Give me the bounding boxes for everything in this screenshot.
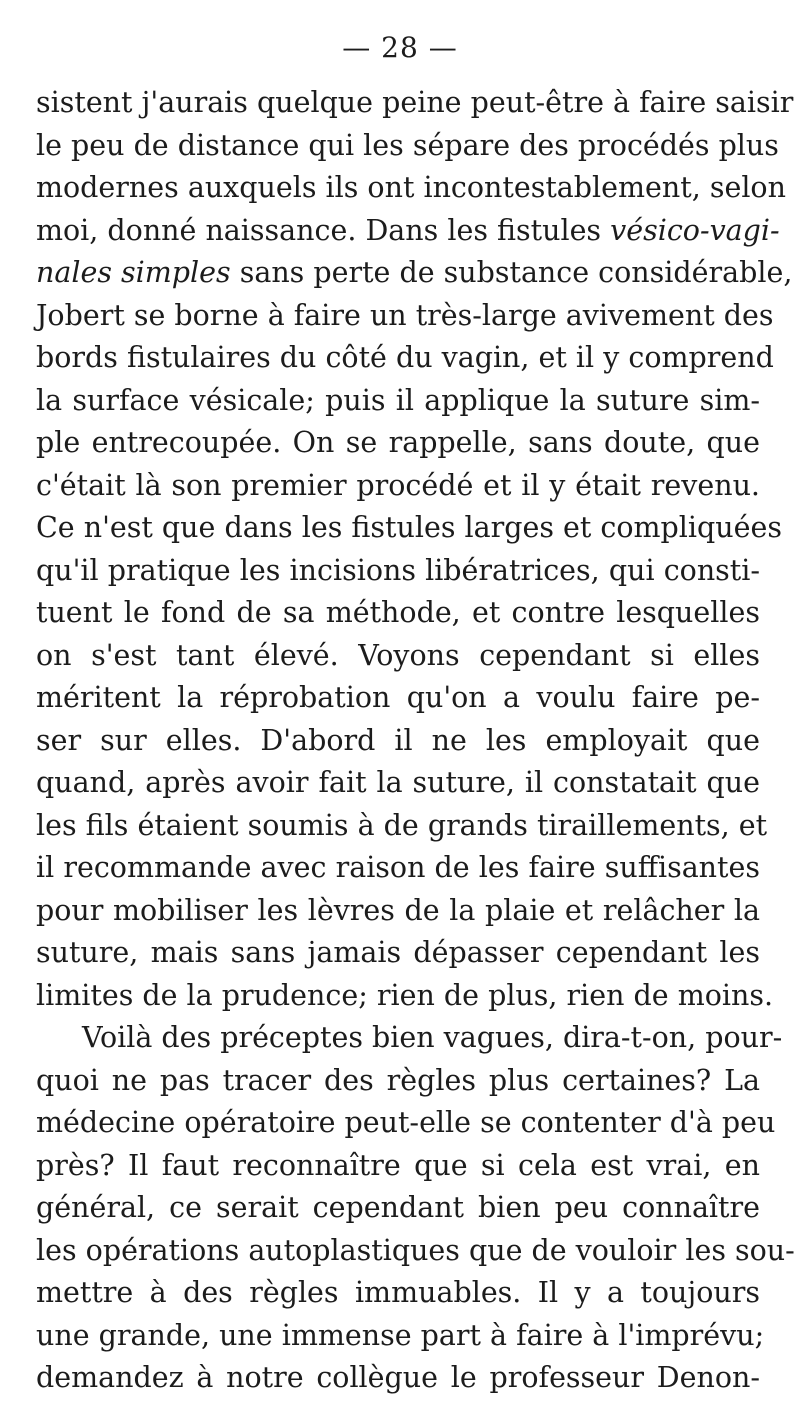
text-line: pour mobiliser les lèvres de la plaie et relâcher la: [36, 893, 760, 927]
text-line: général, ce serait cependant bien peu connaître: [36, 1191, 760, 1224]
text-line: suture, mais sans jamais dépasser cependant les: [36, 936, 760, 969]
text-line: près? Il faut reconnaître que si cela est vrai, en: [36, 1148, 760, 1182]
text-line: mettre à des règles immuables. Il y a toujours: [36, 1276, 760, 1309]
text-line: quand, après avoir fait la suture, il constatait que: [36, 766, 760, 799]
text-line: qu'il pratique les incisions libératrices, qui consti-: [36, 553, 760, 587]
text-line: ser sur elles. D'abord il ne les employait que: [36, 723, 760, 757]
text-line: moi, donné naissance. Dans les fistules vésico-vagi-: [36, 213, 780, 247]
text-line: médecine opératoire peut-elle se contenter d'à peu: [36, 1106, 776, 1139]
text-line: la surface vésicale; puis il applique la suture sim-: [36, 383, 760, 417]
text-line: Voilà des préceptes bien vagues, dira-t-on, pour-: [82, 1021, 783, 1054]
text-line: le peu de distance qui les sépare des procédés plus: [36, 128, 779, 162]
page-number: — 28 —: [342, 31, 458, 64]
text-line: c'était là son premier procédé et il y était revenu.: [36, 468, 760, 502]
italic-text: vésico-vagi-: [610, 213, 780, 247]
text-line: Jobert se borne à faire un très-large avivement des: [36, 298, 774, 332]
text-line: on s'est tant élevé. Voyons cependant si elles: [36, 638, 760, 672]
text-line: ple entrecoupée. On se rappelle, sans doute, que: [36, 426, 760, 459]
text-line: sistent j'aurais quelque peine peut-être à faire saisir: [36, 86, 794, 119]
text-line: une grande, une immense part à faire à l'imprévu;: [36, 1318, 765, 1352]
text-line: Ce n'est que dans les fistules larges et compliquées: [36, 511, 782, 544]
text-line: limites de la prudence; rien de plus, rien de moins.: [36, 978, 774, 1012]
text-line: demandez à notre collègue le professeur Denon-: [36, 1361, 760, 1394]
text-line: les opérations autoplastiques que de vouloir les sou-: [36, 1233, 795, 1267]
text-line: tuent le fond de sa méthode, et contre lesquelles: [36, 596, 760, 629]
body-text: [36, 82, 795, 1400]
text-line: nales simples sans perte de substance considérable,: [36, 256, 793, 289]
paragraph-1: [36, 82, 794, 1017]
paragraph-2: [36, 1017, 795, 1400]
text-line: quoi ne pas tracer des règles plus certaines? La: [36, 1063, 760, 1097]
text-line: méritent la réprobation qu'on a voulu faire pe-: [36, 681, 760, 714]
text-line: les fils étaient soumis à de grands tiraillements, et: [36, 808, 768, 842]
text-line: modernes auxquels ils ont incontestablement, selon: [36, 171, 786, 204]
text-line: il recommande avec raison de les faire suffisantes: [36, 851, 760, 884]
italic-text: nales simples: [36, 256, 231, 289]
text-line: bords fistulaires du côté du vagin, et il y comprend: [36, 341, 774, 374]
